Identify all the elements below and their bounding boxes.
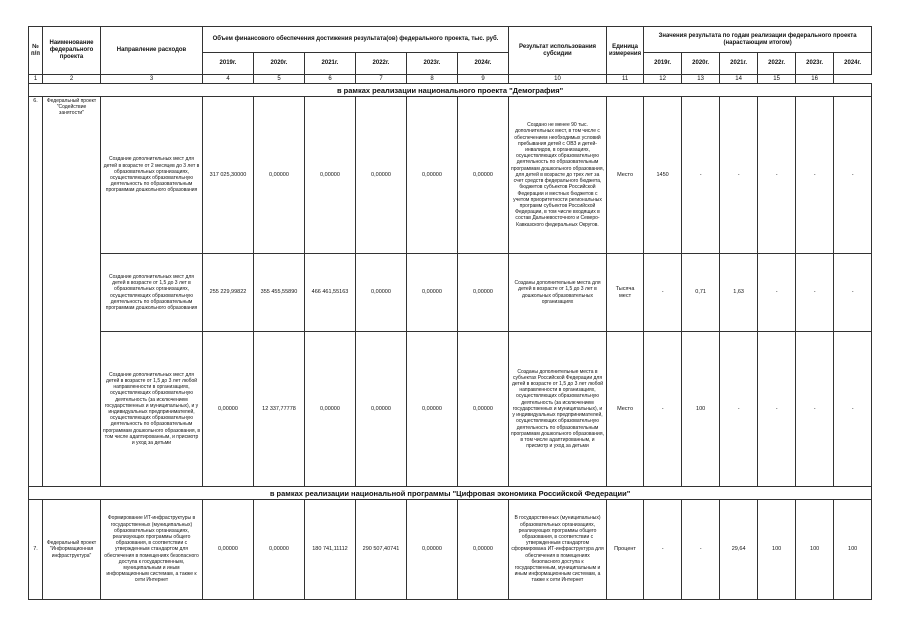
header-val-year: 2023г. — [796, 53, 834, 75]
header-fin-year: 2024г. — [458, 53, 509, 75]
direction-text: Создание дополнительных мест для детей в возрасте от 1,5 до 3 лет в образовательных организациях, осуществляющих образовательную деятельность по образовательным программам дошкольного образования — [101, 254, 203, 332]
header-num: № п/п — [29, 27, 43, 75]
fin-value: 290 507,40741 — [356, 500, 407, 600]
result-value: - — [758, 332, 796, 487]
result-value: 29,64 — [720, 500, 758, 600]
column-number: 2 — [43, 75, 101, 84]
fin-value: 355 455,55890 — [254, 254, 305, 332]
fin-value: 0,00000 — [203, 500, 254, 600]
header-val-year: 2022г. — [758, 53, 796, 75]
fin-value: 0,00000 — [305, 332, 356, 487]
fin-value: 466 461,55163 — [305, 254, 356, 332]
header-fin-year: 2019г. — [203, 53, 254, 75]
result-value: 0,71 — [682, 254, 720, 332]
direction-text: Формирование ИТ-инфраструктуры в государственных (муниципальных) образовательных организациях, реализующих программы общего образования, в соответствии с утвержденным стандартом для обеспечения в помещениях безопасного доступа к государственным, муниципальным и иным информационным системам, а также к сети Интернет — [101, 500, 203, 600]
column-number: 7 — [356, 75, 407, 84]
header-unit: Единица измерения — [607, 27, 644, 75]
header-fin-year: 2022г. — [356, 53, 407, 75]
result-value: - — [720, 332, 758, 487]
result-value: - — [644, 332, 682, 487]
result-value: - — [834, 332, 872, 487]
result-value: - — [796, 332, 834, 487]
header-fin-year: 2021г. — [305, 53, 356, 75]
fin-value: 12 337,77778 — [254, 332, 305, 487]
column-number: 4 — [203, 75, 254, 84]
column-number: 9 — [458, 75, 509, 84]
column-number: 12 — [644, 75, 682, 84]
header-values: Значения результата по годам реализации федерального проекта (нарастающим итогом) — [644, 27, 872, 53]
header-fin-year: 2020г. — [254, 53, 305, 75]
fin-value: 0,00000 — [458, 500, 509, 600]
fin-value: 0,00000 — [458, 332, 509, 487]
column-number: 6 — [305, 75, 356, 84]
unit-value: Тысяча мест — [607, 254, 644, 332]
column-number: 11 — [607, 75, 644, 84]
header-result: Результат использования субсидии — [509, 27, 607, 75]
column-number: 14 — [720, 75, 758, 84]
result-value: 100 — [758, 500, 796, 600]
column-number: 13 — [682, 75, 720, 84]
column-number: 5 — [254, 75, 305, 84]
fin-value: 0,00000 — [458, 254, 509, 332]
result-value: - — [834, 254, 872, 332]
result-value: 100 — [682, 332, 720, 487]
result-value: 100 — [834, 500, 872, 600]
fin-value: 0,00000 — [356, 254, 407, 332]
header-val-year: 2024г. — [834, 53, 872, 75]
column-number: 10 — [509, 75, 607, 84]
result-value: - — [758, 254, 796, 332]
fin-value: 317 025,30000 — [203, 97, 254, 254]
result-value: - — [682, 500, 720, 600]
result-value: 1,63 — [720, 254, 758, 332]
fin-value: 180 741,11112 — [305, 500, 356, 600]
section-heading-digital-economy: в рамках реализации национальной программы "Цифровая экономика Российской Федерации" — [29, 487, 872, 500]
result-text: В государственных (муниципальных) образовательных организациях, реализующих программы общего образования, в соответствии с утвержденным стандартом сформирована ИТ-инфраструктура для обеспечения в помещениях безопасного доступа к государственным, муниципальным и иным информационным системам, а также к сети Интернет — [509, 500, 607, 600]
result-value: - — [720, 97, 758, 254]
result-value: - — [834, 97, 872, 254]
fin-value: 0,00000 — [203, 332, 254, 487]
header-fin-year: 2023г. — [407, 53, 458, 75]
result-value: 1450 — [644, 97, 682, 254]
fin-value: 0,00000 — [407, 97, 458, 254]
section-heading-demography: в рамках реализации национального проекта "Демография" — [29, 84, 872, 97]
result-value: - — [796, 97, 834, 254]
result-text: Создано не менее 90 тыс. дополнительных мест, в том числе с обеспечением необходимых условий пребывания детей с ОВЗ и детей-инвалидов, в организациях, осуществляющих образовательную деятельность по образовательным программам дошкольного образования, для детей в возрасте до трех лет за счет средств федерального бюджета, бюджетов субъектов Российской Федерации и местных бюджетов с учетом приоритетности региональных программ субъектов Российской Федерации, в том числе входящих в состав Дальневосточного и Северо-Кавказского федеральных Округов. — [509, 97, 607, 254]
project-name: Федеральный проект "Содействие занятости" — [43, 97, 101, 487]
fin-value: 0,00000 — [356, 97, 407, 254]
fin-value: 0,00000 — [407, 332, 458, 487]
header-financing: Объем финансового обеспечения достижения результата(ов) федерального проекта, тыс. руб. — [203, 27, 509, 53]
result-value: - — [796, 254, 834, 332]
column-number: 3 — [101, 75, 203, 84]
fin-value: 0,00000 — [254, 500, 305, 600]
result-text: Созданы дополнительные места для детей в возрасте от 1,5 до 3 лет в дошкольных образовательных организациях — [509, 254, 607, 332]
row-number: 6. — [29, 97, 43, 487]
unit-value: Место — [607, 332, 644, 487]
financing-table — [28, 26, 872, 600]
result-value: 100 — [796, 500, 834, 600]
result-value: - — [644, 254, 682, 332]
fin-value: 0,00000 — [254, 97, 305, 254]
result-text: Созданы дополнительные места в субъектах Российской Федерации для детей в возрасте от 1,5 до 3 лет любой направленности в организациях, осуществляющих образовательную деятельность (за исключением государственных и муниципальных), и у индивидуальных предпринимателей, осуществляющих образовательную деятельность по образовательным программам дошкольного образования, в том числе адаптированным, и присмотр и уход за детьми — [509, 332, 607, 487]
fin-value: 0,00000 — [356, 332, 407, 487]
direction-text: Создание дополнительных мест для детей в возрасте от 2 месяцев до 3 лет в образовательных организациях, осуществляющих образовательную деятельность по образовательным программам дошкольного образования — [101, 97, 203, 254]
header-val-year: 2021г. — [720, 53, 758, 75]
project-name: Федеральный проект "Информационная инфраструктура" — [43, 500, 101, 600]
result-value: - — [758, 97, 796, 254]
header-direction: Направление расходов — [101, 27, 203, 75]
row-number: 7. — [29, 500, 43, 600]
column-number: 16 — [796, 75, 834, 84]
fin-value: 0,00000 — [407, 500, 458, 600]
header-val-year: 2020г. — [682, 53, 720, 75]
unit-value: Место — [607, 97, 644, 254]
column-number: 15 — [758, 75, 796, 84]
result-value: - — [644, 500, 682, 600]
document-table-sheet — [28, 26, 872, 600]
fin-value: 0,00000 — [407, 254, 458, 332]
unit-value: Процент — [607, 500, 644, 600]
direction-text: Создание дополнительных мест для детей в возрасте от 1,5 до 3 лет любой направленности в организациях, осуществляющих образовательную деятельность (за исключением государственных и муниципальных), и у индивидуальных предпринимателей, осуществляющих образовательную деятельность по образовательным программам дошкольного образования, в том числе адаптированным, и присмотр и уход за детьми — [101, 332, 203, 487]
column-number: 8 — [407, 75, 458, 84]
fin-value: 0,00000 — [305, 97, 356, 254]
column-number: 1 — [29, 75, 43, 84]
header-project-name: Наименование федерального проекта — [43, 27, 101, 75]
header-val-year: 2019г. — [644, 53, 682, 75]
fin-value: 0,00000 — [458, 97, 509, 254]
fin-value: 255 229,99822 — [203, 254, 254, 332]
result-value: - — [682, 97, 720, 254]
